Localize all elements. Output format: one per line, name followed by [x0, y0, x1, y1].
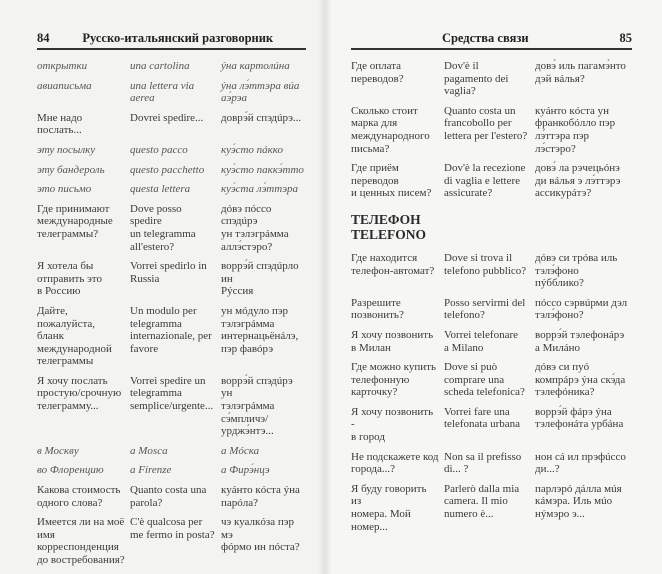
transcription-cell: ýна лэ́ттэра вúа aэ́рэа [221, 79, 300, 105]
transcription-cell: чэ куалкóза пэр мэ фóрмо ин пóста? [221, 516, 300, 554]
table-row [37, 464, 306, 477]
table-row [37, 80, 306, 105]
italian-cell: Parlerò dalla mia camera. Il mio numero è... [444, 482, 520, 521]
russian-cell: эту посылку [37, 143, 96, 156]
russian-cell: Не подскажете код города...? [351, 450, 439, 476]
table-row [37, 375, 306, 438]
page-number: 84 [37, 31, 50, 45]
italian-cell: Non sa il prefisso di... ? [444, 450, 522, 476]
russian-cell: Разрешите позвонить? [351, 296, 404, 322]
italian-cell: una lettera via aerea [130, 79, 195, 105]
phrase-table [351, 252, 632, 533]
russian-cell: Я хочу послать простую/срочную телеграмму... [37, 374, 122, 413]
italian-cell: questo pacco [130, 143, 188, 156]
left-page [0, 0, 318, 574]
table-row [351, 162, 632, 200]
transcription-cell: нон сá ил прэфúссо ди...? [535, 450, 626, 476]
table-row [37, 164, 306, 177]
russian-cell: эту бандероль [37, 163, 105, 176]
table-row [351, 451, 632, 476]
table-row [37, 112, 306, 137]
russian-cell: во Флоренцию [37, 464, 104, 477]
italian-cell: Un modulo per telegramma internazionale, per favore [130, 304, 212, 355]
italian-cell: Dove posso spedire un telegramma all'estero? [130, 202, 196, 253]
transcription-cell: а Мóска [221, 444, 260, 457]
italian-cell: Vorrei spedirlo in Russia [130, 260, 207, 285]
transcription-cell: парлэрó дáлла мúя кáмэра. Иль мúо нýмэро э... [535, 482, 622, 521]
italian-cell: a Mosca [130, 444, 168, 457]
transcription-cell: довэ́ ла рэчецьóнэ ди вáлья э лэ́ттэрэ ассикурáтэ? [535, 162, 621, 200]
transcription-cell: воррэ́й тэлефонáрэ а Милáно [535, 328, 625, 354]
italian-cell: Dove si trova il telefono pubblico? [444, 251, 527, 277]
transcription-cell: ун мóдуло пэр тэлэгрáмма интернацьёнáлэ, пэр фавóрэ [221, 304, 299, 355]
russian-cell: открытки [37, 60, 88, 72]
table-row [37, 305, 306, 368]
transcription-cell: воррэ́й спэдúрэ ун тэлэгрáмма сэ́мпличэ/ урджэ́нтэ... [221, 374, 293, 438]
russian-cell: Где находится телефон-автомат? [351, 251, 435, 277]
transcription-cell: дóвэ пóссо спэдúрэ ун тэлэгрáмма аллэ́стэро? [221, 202, 289, 253]
italian-cell: a Firenze [130, 464, 172, 477]
russian-cell: Дайте, пожалуйста, бланк международной телеграммы [37, 304, 112, 368]
transcription-cell: дóвэ си пуó компрáрэ ýна скэ́да тэлефóника? [535, 361, 626, 399]
table-row [351, 60, 632, 98]
table-row [351, 105, 632, 155]
italian-cell: Vorrei telefonare a Milano [444, 328, 519, 354]
transcription-cell: ýна картолúна [221, 60, 290, 72]
book-gutter [318, 0, 332, 574]
transcription-cell: дóвэ си трóва иль тэлэ́фоно пýбблико? [535, 251, 618, 290]
italian-cell: Quanto costa un francobollo per lettera per l'estero? [444, 104, 528, 142]
transcription-cell: воррэ́й фáрэ ýна тэлефонáта урбáна [535, 405, 624, 431]
transcription-cell: пóссо сэрвúрми дэл тэлэ́фоно? [535, 296, 628, 322]
phrase-table [351, 60, 632, 200]
table-row [37, 484, 306, 509]
section-heading: ТЕЛЕФОН TELEFONO [351, 211, 427, 242]
page-header [351, 31, 632, 50]
table-row [37, 516, 306, 566]
russian-cell: Где принимают международные телеграммы? [37, 202, 113, 240]
transcription-cell: куэ́сто пáкко [221, 143, 284, 156]
italian-cell: Vorrei fare una telefonata urbana [444, 405, 521, 431]
running-title: Средства связи [441, 31, 529, 45]
italian-cell: Dov'è il pagamento dei vaglia? [444, 60, 509, 98]
right-page [332, 0, 662, 574]
russian-cell: Мне надо послать... [37, 111, 83, 137]
table-row [37, 203, 306, 253]
table-row [351, 297, 632, 322]
transcription-cell: доврэ́й спэдúрэ... [221, 111, 302, 124]
russian-cell: авиаписьма [37, 79, 92, 92]
phrase-table [37, 60, 306, 567]
russian-cell: Где приём переводов и ценных писем? [351, 162, 432, 200]
table-row [351, 483, 632, 533]
table-row [351, 361, 632, 399]
table-row [37, 260, 306, 298]
italian-cell: questa lettera [130, 183, 191, 196]
table-row [351, 252, 632, 290]
russian-cell: Где оплата переводов? [351, 60, 404, 85]
transcription-cell: воррэ́й спэдúрло ин Рýссия [221, 260, 299, 298]
russian-cell: Я буду говорить из номера. Мой номер... [351, 482, 427, 533]
russian-cell: Какова стоимость одного слова? [37, 484, 121, 509]
italian-cell: Dovrei spedire... [130, 111, 204, 124]
italian-cell: Dov'è la recezione di vaglia e lettere assicurate? [444, 162, 526, 200]
russian-cell: Я хочу позвонить в Милан [351, 328, 434, 354]
transcription-cell: куáнто кóста ýна парóла? [221, 484, 300, 509]
russian-cell: Я хотела бы отправить это в Россию [37, 260, 102, 298]
russian-cell: это письмо [37, 183, 92, 196]
table-row [37, 183, 306, 196]
transcription-cell: куэ́ста лэ́ттэра [221, 183, 299, 196]
russian-cell: Где можно купить телефонную карточку? [351, 361, 436, 399]
russian-cell: Сколько стоит марка для международного письма? [351, 104, 430, 155]
italian-cell: questo pacchetto [130, 163, 205, 176]
table-row [351, 406, 632, 444]
transcription-cell: а Фирэ́нцэ [221, 464, 270, 477]
italian-cell: Posso servirmi del telefono? [444, 296, 526, 322]
page-number: 85 [619, 31, 632, 45]
table-row [351, 329, 632, 354]
russian-cell: Имеется ли на моё имя корреспонденция до востребования? [37, 516, 125, 566]
italian-cell: Vorrei spedire un telegramma semplice/urgente... [130, 374, 214, 413]
transcription-cell: довэ́ иль пагамэ́нто дэй вáлья? [535, 60, 626, 85]
italian-cell: Dove si può comprare una scheda telefonica? [444, 361, 525, 399]
transcription-cell: куэ́сто паккэ́тто [221, 163, 304, 176]
transcription-cell: куáнто кóста ун франкобóлло пэр лэ́ттэра пэр лэ́стэро? [535, 104, 616, 155]
table-row [37, 60, 306, 73]
table-row [37, 445, 306, 458]
russian-cell: в Москву [37, 444, 79, 457]
page-header [37, 31, 306, 50]
italian-cell: C'è qualcosa per me fermo in posta? [130, 516, 215, 541]
table-row [37, 144, 306, 157]
italian-cell: Quanto costa una parola? [130, 484, 207, 509]
russian-cell: Я хочу позвонить - в город [351, 405, 434, 444]
italian-cell: una cartolina [130, 60, 190, 72]
running-title: Русско-итальянский разговорник [82, 31, 274, 45]
